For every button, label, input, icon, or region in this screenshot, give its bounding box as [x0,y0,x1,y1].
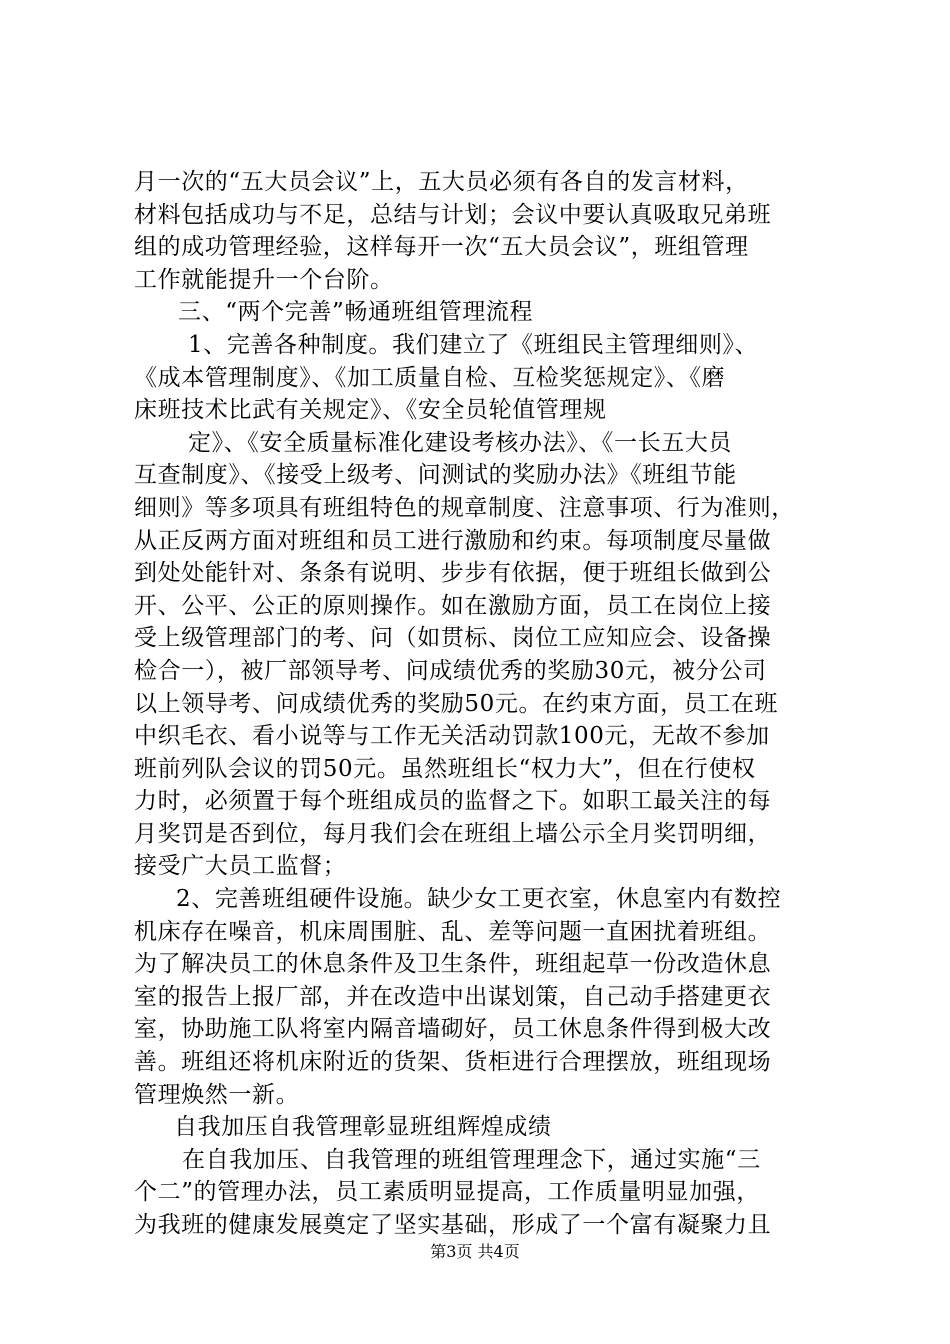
text-line: 床班技术比武有关规定》、《安全员轮值管理规 [134,397,607,424]
text-line: 到处处能针对、条条有说明、步步有依据，便于班组长做到公 [134,560,772,587]
text-line: 在自我加压、自我管理的班组管理理念下，通过实施“三 [182,1146,761,1173]
text-line: 接受广大员工监督； [134,853,347,880]
text-line: 受上级管理部门的考、问（如贯标、岗位工应知应会、设备操 [134,625,772,652]
text-line: 互查制度》、《接受上级考、问测试的奖励办法》《班组节能 [134,462,737,489]
text-line: 中织毛衣、看小说等与工作无关活动罚款100元，无故不参加 [134,723,770,750]
text-line: 工作就能提升一个台阶。 [134,266,394,293]
text-line: 1、完善各种制度。我们建立了《班组民主管理细则》、 [188,331,759,358]
text-line: 为了解决员工的休息条件及卫生条件，班组起草一份改造休息 [134,951,772,978]
body-text [134,166,824,1242]
text-line: 室的报告上报厂部，并在改造中出谋划策，自己动手搭建更衣 [134,983,772,1010]
text-line: 2、完善班组硬件设施。缺少女工更衣室，休息室内有数控 [176,886,782,913]
text-line: 检合一），被厂部领导考、问成绩优秀的奖励30元，被分公司 [134,657,767,684]
text-line: 个二”的管理办法，员工素质明显提高，工作质量明显加强， [134,1179,760,1206]
text-line: 《成本管理制度》、《加工质量自检、互检奖惩规定》、《磨 [134,364,726,391]
text-line: 善。班组还将机床附近的货架、货柜进行合理摆放，班组现场 [134,1049,772,1076]
text-line: 机床存在噪音，机床周围脏、乱、差等问题一直困扰着班组。 [134,918,772,945]
text-line: 三、“两个完善”畅通班组管理流程 [178,299,534,326]
text-line: 月奖罚是否到位，每月我们会在班组上墙公示全月奖罚明细， [134,820,772,847]
text-line: 材料包括成功与不足，总结与计划；会议中要认真吸取兄弟班 [134,201,772,228]
text-line: 细则》等多项具有班组特色的规章制度、注意事项、行为准则， [134,494,795,521]
text-line: 室，协助施工队将室内隔音墙砌好，员工休息条件得到极大改 [134,1016,772,1043]
text-line: 班前列队会议的罚50元。虽然班组长“权力大”，但在行使权 [134,755,756,782]
text-line: 以上领导考、问成绩优秀的奖励50元。在约束方面，员工在班 [134,690,779,717]
text-line: 组的成功管理经验，这样每开一次“五大员会议”，班组管理 [134,234,749,261]
text-line: 力时，必须置于每个班组成员的监督之下。如职工最关注的每 [134,788,772,815]
text-line: 月一次的“五大员会议”上，五大员必须有各自的发言材料， [134,169,749,195]
text-line: 自我加压自我管理彰显班组辉煌成绩 [174,1114,552,1141]
text-line: 从正反两方面对班组和员工进行激励和约束。每项制度尽量做 [134,527,772,554]
text-line: 开、公平、公正的原则操作。如在激励方面，员工在岗位上接 [134,592,772,619]
page-footer: 第3页 共4页 [430,1242,520,1261]
text-line: 为我班的健康发展奠定了坚实基础，形成了一个富有凝聚力且 [134,1212,772,1238]
text-line: 管理焕然一新。 [134,1081,300,1108]
text-line: 定》、《安全质量标准化建设考核办法》、《一长五大员 [188,429,732,456]
